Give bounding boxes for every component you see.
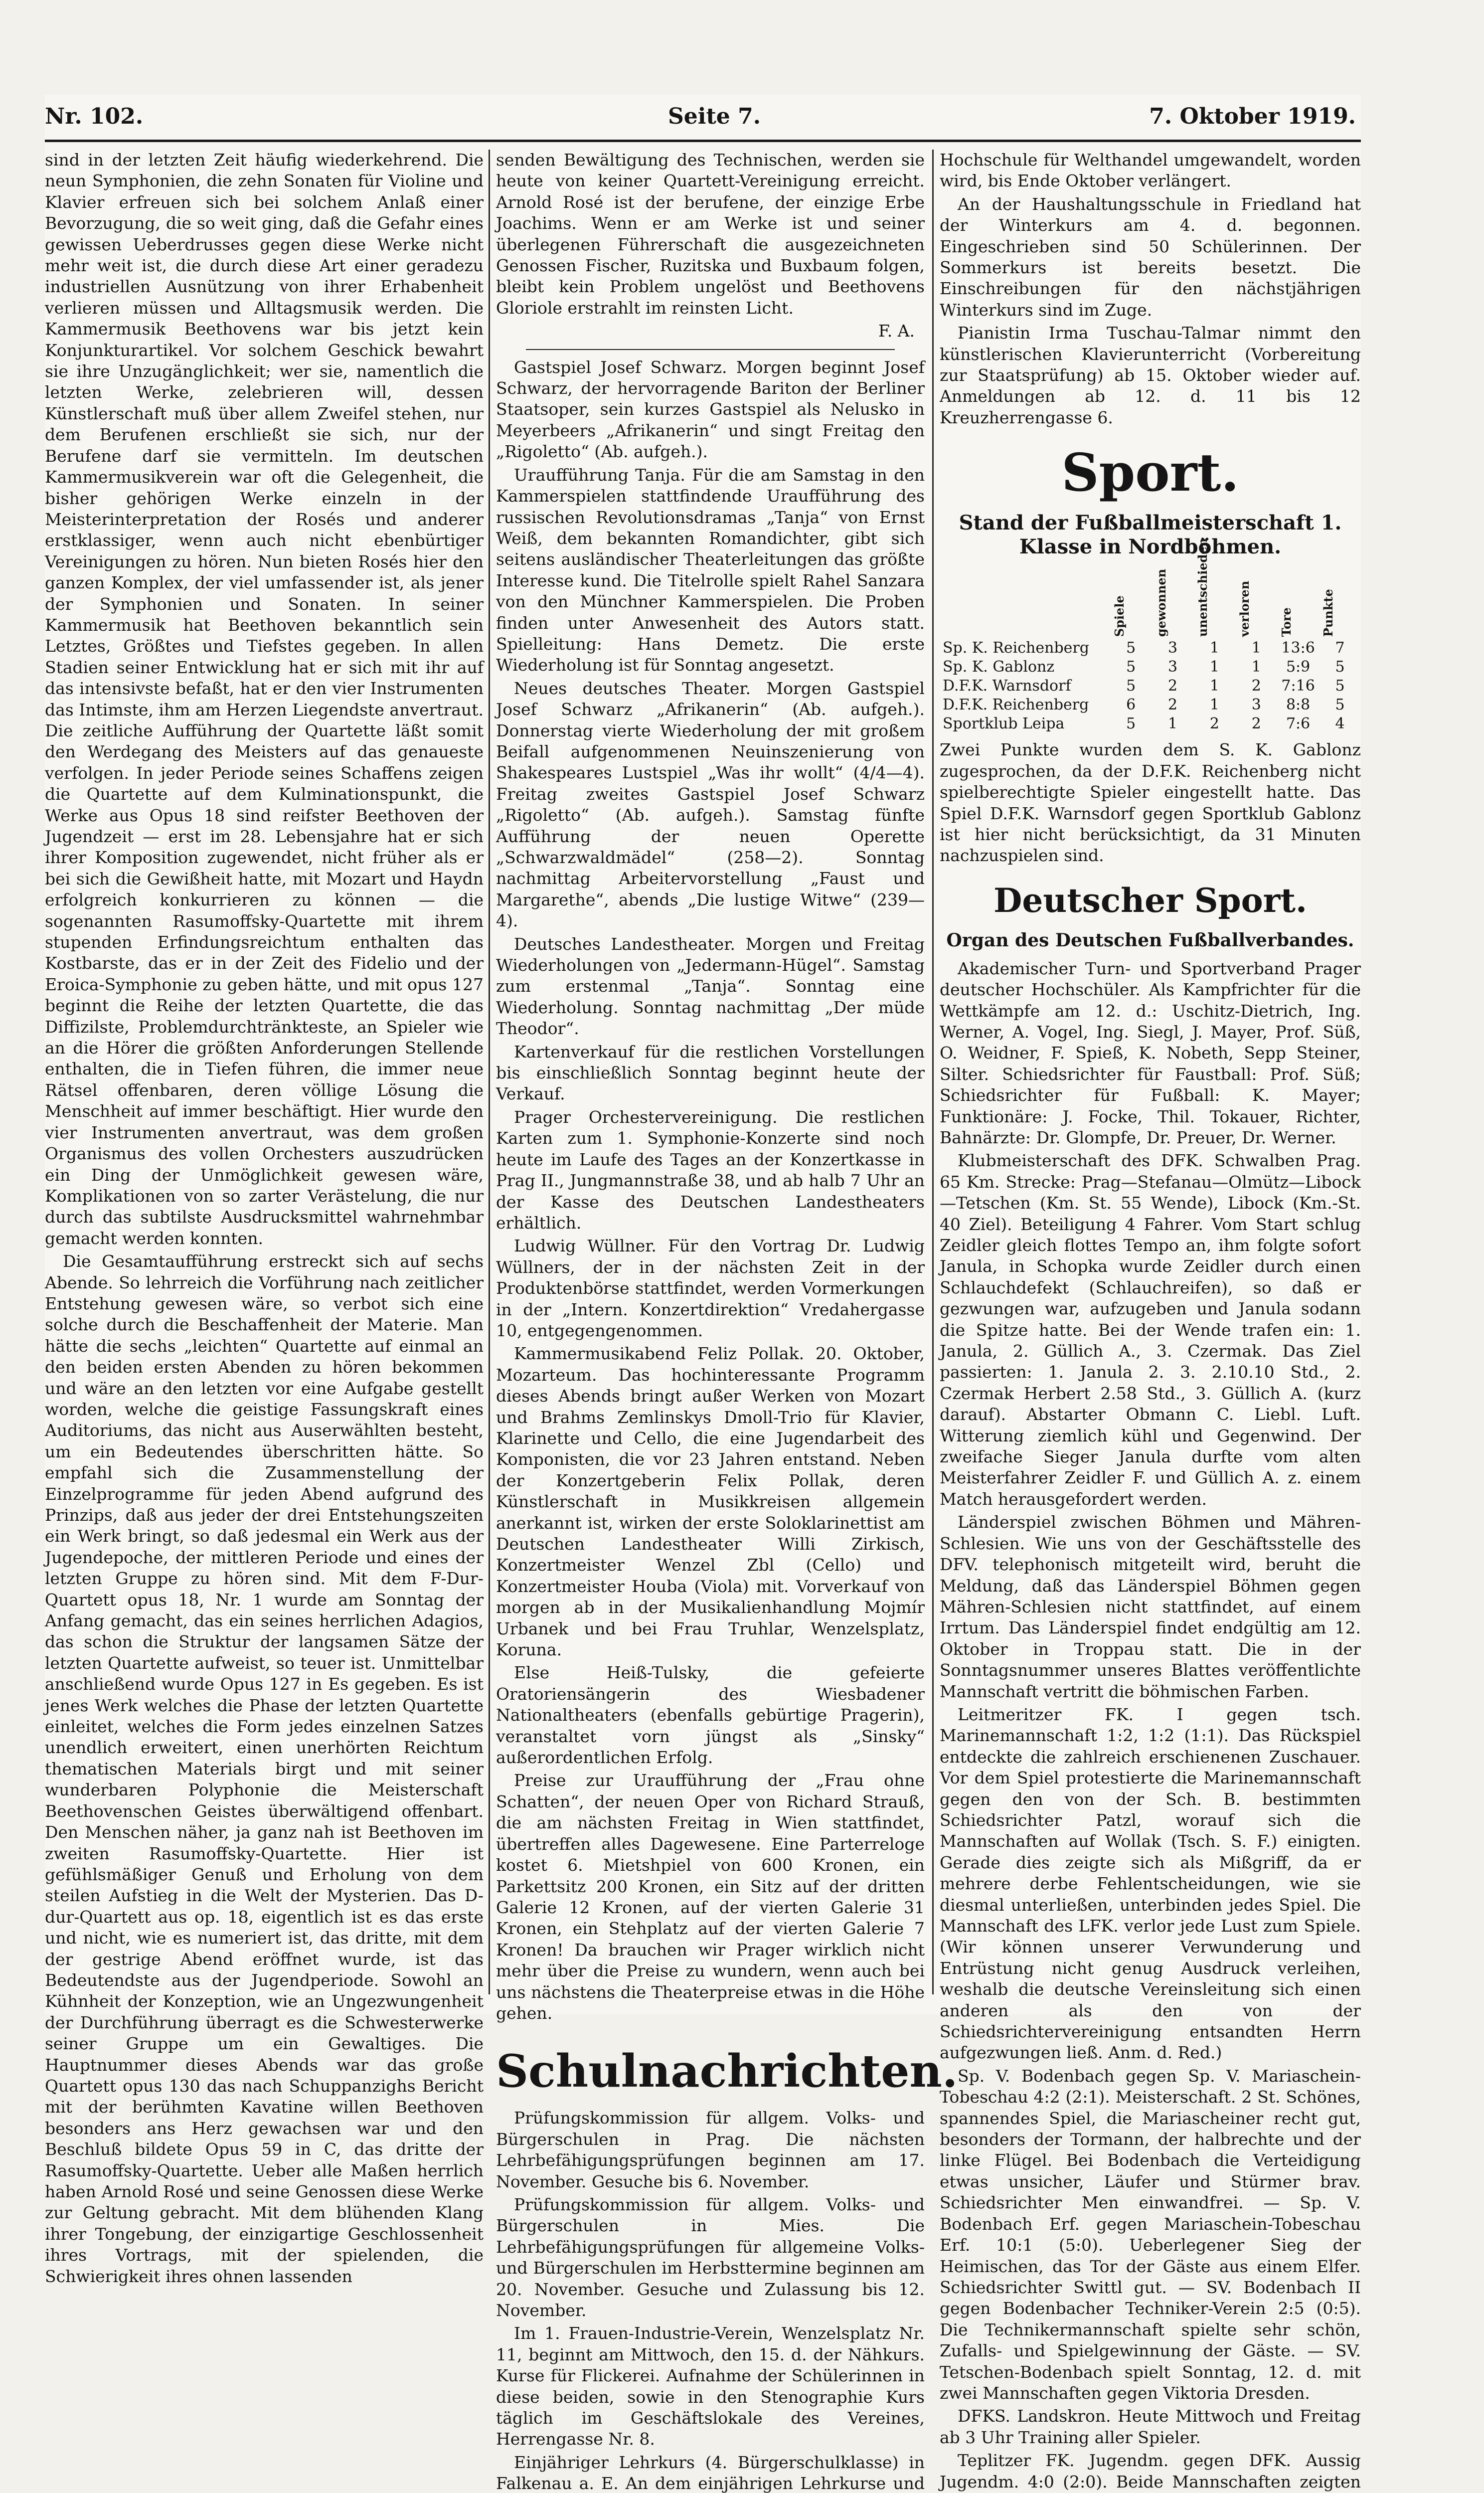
section-rule <box>526 349 895 350</box>
news-item: Prüfungskommission für allgem. Volks- und Bürgerschulen in Prag. Die nächsten Lehrbefähigungsprüfungen beginnen am 17. November. Gesuche bis 6. November. <box>496 2108 925 2191</box>
news-item: Akademischer Turn- und Sportverband Prager deutscher Hochschüler. Als Kampfrichter für die Wettkämpfe am 12. d.: Uschitz-Dietrich, Ing. Werner, A. Vogel, Ing. Siegl, J. Mayer, Prof. Süß, O. Weidner, F. Spieß, K. Nobeth, Sepp Steiner, Silter. Schiedsrichter für Faustball: Prof. Süß; Schiedsrichter für Fußball: K. Mayer; Funktionäre: J. Focke, Thil. Tokauer, Richter, Bahnärzte: Dr. Glompfe, Dr. Preuer, Dr. Werner. <box>940 958 1361 1147</box>
article-paragraph: Die Gesamtaufführung erstreckt sich auf sechs Abende. So lehrreich die Vorführung nach zeitlicher Entstehung gewesen wäre, so verbot sich eine solche durch die Beschaffenheit der Materie. Man hätte die sechs „leichten“ Quartette auf einmal an den beiden ersten Abenden zu hören bekommen und wäre an den letzten vor eine Aufgabe gestellt worden, welche die geistige Fassungskraft eines Auditoriums, das nicht aus Auserwählten besteht, um ein Bedeutendes überschritten hätte. So empfahl sich die Zusammenstellung der Einzelprogramme für jeden Abend aufgrund des Prinzips, daß aus jeder der drei Entstehungszeiten ein Werk bringt, so daß jedesmal ein Werk aus der Jugendepoche, der mittleren Periode und eines der letzten Gruppe zu hören sind. Mit dem F-Dur-Quartett opus 18, Nr. 1 wurde am Sonntag der Anfang gemacht, das ein seines herrlichen Adagios, das schon die Struktur der langsamen Sätze der letzten Quartette aufweist, so teuer ist. Unmittelbar anschließend wurde Opus 127 in Es gegeben. Es ist jenes Werk welches die Phase der letzten Quartette einleitet, welches die Form jedes einzelnen Satzes unendlich erweitert, einen unerhörten Reichtum thematischen Materials birgt und mit seiner wunderbaren Polyphonie die Meisterschaft Beethovenschen Geistes überwältigend offenbart. Den Menschen näher, ja ganz nah ist Beethoven im zweiten Rasumoffsky-Quartette. Hier ist gefühlsmäßiger Genuß und Erholung von dem steilen Aufstieg in die Welt der Mysterien. Das D-dur-Quartett aus op. 18, eigentlich ist es das erste und nicht, wie es numeriert ist, das dritte, mit dem der gestrige Abend eröffnet wurde, ist das Bedeutendste aus der Jugendperiode. Sowohl an Kühnheit der Konzeption, wie an Ungezwungenheit der Durchführung überragt es die Schwesterwerke seiner Gruppe um ein Gewaltiges. Die Hauptnummer dieses Abends war das große Quartett opus 130 das nach Schuppanzighs Bericht mit der berühmten Kavatine willen Beethoven besonders ans Herz gewachsen war und den Beschluß bildete Opus 59 in C, das dritte der Rasumoffsky-Quartette. Ueber alle Maßen herrlich haben Arnold Rosé und seine Genossen diese Werke zur Geltung gebracht. Mit dem blühenden Klang ihrer Tongebung, der einzigartige Geschlossenheit ihres Vortrags, mit der spielenden, die Schwierigkeit ihres ohnen lassenden <box>45 1251 484 2286</box>
section-title-sport: Sport. <box>1061 442 1239 504</box>
table-row: D.F.K. Warnsdorf 5 2 1 2 7:16 5 <box>943 677 1345 695</box>
news-item: Hochschule für Welthandel umgewandelt, worden wird, bis Ende Oktober verlängert. <box>940 150 1361 191</box>
news-item: Sp. V. Bodenbach gegen Sp. V. Mariaschein-Tobeschau 4:2 (2:1). Meisterschaft. 2 St. Schönes, spannendes Spiel, die Mariascheiner recht gut, besonders der Tormann, der halbrechte und der linke Flügel. Bei Bodenbach die Verteidigung etwas unsicher, Läufer und Stürmer brav. Schiedsrichter Men einwandfrei. — Sp. V. Bodenbach Erf. gegen Mariaschein-Tobeschau Erf. 10:1 (5:0). Ueberlegener Sieg der Heimischen, das Tor der Gäste aus einem Elfer. Schiedsrichter Swittl gut. — SV. Bodenbach II gegen Bodenbacher Techniker-Verein 2:5 (0:5). Die Technikermannschaft spielte sehr schön, Zufalls- und Spielgewinnung der Gäste. — SV. Tetschen-Bodenbach spielt Sonntag, 12. d. mit zwei Mannschaften gegen Viktoria Dresden. <box>940 2066 1361 2403</box>
table-row: Sp. K. Reichenberg 5 3 1 1 13:6 7 <box>943 639 1345 657</box>
news-item: Teplitzer FK. Jugendm. gegen DFK. Aussig Jugendm. 4:0 (2:0). Beide Mannschaften zeigten <box>940 2451 1361 2492</box>
standings-header: Punkte <box>1320 589 1335 637</box>
news-item: Preise zur Uraufführung der „Frau ohne Schatten“, der neuen Oper von Richard Strauß, die am nächsten Freitag in Wien stattfindet, übertreffen alles Dagewesene. Eine Parterreloge kostet 6. Mietshpiel von 600 Kronen, ein Parkettsitz 200 Kronen, ein Sitz auf der dritten Galerie 12 Kronen, auf der vierten Galerie 31 Kronen, ein Stehplatz auf der vierten Galerie 7 Kronen! Da brauchen wir Prager wirklich nicht mehr über die Preise zu wundern, wenn auch bei uns nächstens die Theaterpreise etwas in die Höhe gehen. <box>496 1771 925 2023</box>
standings-header: Tore <box>1279 607 1294 637</box>
header-rule <box>45 140 1361 142</box>
news-item: Klubmeisterschaft des DFK. Schwalben Prag. 65 Km. Strecke: Prag—Stefanau—Olmütz—Libock—Tetschen (Km. St. 55 Wende), Libock (Km.-St. 40 Ziel). Beteiligung 4 Fahrer. Vom Start schlug Zeidler gleich flottes Tempo an, ihm folgte sofort Janula, in Schopka wurde Zeidler durch einen Schlauchdefekt (Schlauchreifen), so daß er gezwungen war, aufzugeben und Janula sodann die Spitze hatte. Bei der Wende trafen ein: 1. Janula, 2. Güllich A., 3. Czermak. Das Ziel passierten: 1. Janula 2. 3. 2.10.10 Std., 2. Czermak Herbert 2.58 Std., 3. Güllich A. (kurz darauf). Abstarter Obmann C. Liebl. Luft. Witterung ziemlich kühl und Gegenwind. Der zweifache Sieger Janula durfte vom alten Meisterfahrer Zeidler F. und Güllich A. z. einem Match herausgefordert werden. <box>940 1151 1361 1509</box>
news-item: Prager Orchestervereinigung. Die restlichen Karten zum 1. Symphonie-Konzerte sind noch heute im Laufe des Tages an der Konzertkasse in Prag II., Jungmannstraße 38, und ab halb 7 Uhr an der Kasse des Deutschen Landestheaters erhältlich. <box>496 1107 925 1233</box>
news-item: Pianistin Irma Tuschau-Talmar nimmt den künstlerischen Klavierunterricht (Vorbereitung zur Staatsprüfung) ab 15. Oktober wieder auf. Anmeldungen ab 12. d. 11 bis 12 Kreuzherrengasse 6. <box>940 323 1361 427</box>
issue-number: Nr. 102. <box>45 104 144 129</box>
column-divider <box>932 150 934 1994</box>
news-item: Leitmeritzer FK. I gegen tsch. Marinemannschaft 1:2, 1:2 (1:1). Das Rückspiel entdeckte die zahlreich erschienenen Zuschauer. Vor dem Spiel protestierte die Marinemannschaft gegen den von der Sch. B. bestimmten Schiedsrichter Patzl, worauf sich die Mannschaften auf Wollak (Tsch. S. F.) einigten. Gerade dies zeigte sich als Mißgriff, da er mehrere derbe Fehlentscheidungen, wie sie diesmal unterließen, unterbinden jedes Spiel. Die Mannschaft des LFK. verlor jede Lust zum Spiele. (Wir können unserer Verwunderung und Entrüstung nicht genug Ausdruck verleihen, weshalb die deutsche Vereinsleitung sich einen anderen als den von der Schiedsrichtervereinigung entsandten Herrn aufgezwungen ließ. Anm. d. Red.) <box>940 1704 1361 2063</box>
section-title-deutscher-sport: Deutscher Sport. <box>993 881 1307 920</box>
standings-header: Spiele <box>1112 595 1127 637</box>
news-item: Im 1. Frauen-Industrie-Verein, Wenzelsplatz Nr. 11, beginnt am Mittwoch, den 15. d. der Nähkurs. Kurse für Flickerei. Aufnahme der Schülerinnen in diese beiden, sowie in den Stenographie Kurs täglich im Geschäftslokale des Vereines, Herrengasse Nr. 8. <box>496 2323 925 2449</box>
issue-date: 7. Oktober 1919. <box>1149 104 1356 129</box>
table-row: Sp. K. Gablonz 5 3 1 1 5:9 5 <box>943 658 1345 676</box>
table-row: Sportklub Leipa 5 1 2 2 7:6 4 <box>943 715 1345 733</box>
news-item: Kammermusikabend Feliz Pollak. 20. Oktober, Mozarteum. Das hochinteressante Programm dieses Abends bringt außer Werken von Mozart und Brahms Zemlinskys Dmoll-Trio für Klavier, Klarinette und Cello, die eine Jugendarbeit des Komponisten, die vor 23 Jahren entstand. Neben der Konzertgeberin Felix Pollak, deren Künstlerschaft in Musikkreisen allgemein anerkannt ist, wirken der erste Soloklarinettist am Deutschen Landestheater Willi Zirkisch, Konzertmeister Wenzel Zbl (Cello) und Konzertmeister Houba (Viola) mit. Vorverkauf von morgen ab in der Musikalienhandlung Mojmír Urbanek und bei Frau Truhlar, Wenzelsplatz, Koruna. <box>496 1344 925 1660</box>
news-item: Uraufführung Tanja. Für die am Samstag in den Kammerspielen stattfindende Uraufführung des russischen Revolutionsdramas „Tanja“ von Ernst Weiß, dem bekannten Romandichter, gibt sich seitens ausländischer Theaterleitungen das größte Interesse kund. Die Titelrolle spielt Rahel Sanzara von den Münchner Kammerspielen. Die Proben finden unter Anwesenheit des Autors statt. Spielleitung: Hans Demetz. Die erste Wiederholung ist für Sonntag angesetzt. <box>496 465 925 675</box>
news-item: Prüfungskommission für allgem. Volks- und Bürgerschulen in Mies. Die Lehrbefähigungsprüfungen für allgemeine Volks- und Bürgerschulen im Herbsttermine beginnen am 20. November. Gesuche und Zulassung bis 12. November. <box>496 2194 925 2320</box>
section-subtitle: Organ des Deutschen Fußballverbandes. <box>946 929 1354 951</box>
column-music-review <box>45 150 484 2286</box>
news-item: An der Haushaltungsschule in Friedland hat der Winterkurs am 4. d. begonnen. Eingeschrieben sind 50 Schülerinnen. Der Sommerkurs ist bereits besetzt. Die Einschreibungen für den nächstjährigen Winterkurs sind im Zuge. <box>940 194 1361 320</box>
standings-note: Zwei Punkte wurden dem S. K. Gablonz zugesprochen, da der D.F.K. Reichenberg nicht spielberechtigte Spieler eingestellt hatte. Das Spiel D.F.K. Warnsdorf gegen Sportklub Gablonz ist hier nicht berücksichtigt, da 31 Minuten nachzuspielen sind. <box>940 740 1361 866</box>
standings-header-row <box>940 564 1361 639</box>
news-item: Einjähriger Lehrkurs (4. Bürgerschulklasse) in Falkenau a. E. An dem einjährigen Lehrkurse und <box>496 2452 925 2493</box>
news-item: Deutsches Landestheater. Morgen und Freitag Wiederholungen von „Jedermann-Hügel“. Samstag zum erstenmal „Tanja“. Sonntag eine Wiederholung. Sonntag nachmittag „Der müde Theodor“. <box>496 934 925 1039</box>
news-item: Kartenverkauf für die restlichen Vorstellungen bis einschließlich Sonntag beginnt heute der Verkauf. <box>496 1042 925 1104</box>
standings-title: Stand der Fußballmeisterschaft 1. Klasse in Nordböhmen. <box>959 511 1342 559</box>
table-row: D.F.K. Reichenberg 6 2 1 3 8:8 5 <box>943 696 1345 714</box>
news-item: Gastspiel Josef Schwarz. Morgen beginnt Josef Schwarz, der hervorragende Bariton der Berliner Staatsoper, sein kurzes Gastspiel als Nelusko in Meyerbeers „Afrikanerin“ und singt Freitag den „Rigoletto“ (Ab. aufgeh.). <box>496 357 925 462</box>
news-item: Neues deutsches Theater. Morgen Gastspiel Josef Schwarz „Afrikanerin“ (Ab. aufgeh.). Donnerstag vierte Wiederholung der mit großem Beifall aufgenommenen Neuinszenierung von Shakespeares Lustspiel „Was ihr wollt“ (4/4—4). Freitag zweites Gastspiel Josef Schwarz „Rigoletto“ (Ab. aufgeh.). Samstag fünfte Aufführung der neuen Operette „Schwarzwaldmädel“ (258—2). Sonntag nachmittag Arbeitervorstellung „Faust und Margarethe“, abends „Die lustige Witwe“ (239—4). <box>496 678 925 931</box>
article-paragraph: sind in der letzten Zeit häufig wiederkehrend. Die neun Symphonien, die zehn Sonaten für Violine und Klavier erfreuen sich bei solchem Anlaß einer Bevorzugung, die so weit ging, daß die Gefahr eines gewissen Ueberdrusses gegen diese Werke nicht mehr weit ist, die durch diese Art einer geradezu industriellen Ausnützung von ihrer Erhabenheit verlieren müssen und Alltagsmusik werden. Die Kammermusik Beethovens war bis jetzt kein Konjunkturartikel. Vor solchem Geschick bewahrt sie ihre Unzugänglichkeit; wer sie, namentlich die letzten Werke, zelebrieren will, dessen Künstlerschaft muß über allem Zweifel stehen, nur dem Berufenen erschließt sie sich, nur der Berufene darf sie vermitteln. Im deutschen Kammermusikverein war oft die Gelegenheit, die bisher gehörigen Werke einzeln in der Meisterinterpretation der Rosés und anderer erstklassiger, wenn auch nicht ebenbürtiger Vereinigungen zu hören. Nun bieten Rosés hier den ganzen Komplex, der viel umfassender ist, als jener der Symphonien und Sonaten. In seiner Kammermusik hat Beethoven bekanntlich sein Letztes, Größtes und Tiefstes gegeben. In allen Stadien seiner Entwicklung hat er sich mit ihr auf das intensivste befaßt, hat er den vier Instrumenten das Intimste, ihm am Herzen Liegendste anvertraut. Die zeitliche Aufführung der Quartette läßt somit den Werdegang des Meisters auf das genaueste verfolgen. In jeder Periode seines Schaffens zeigen die Quartette auf dem Kulminationspunkt, die Werke aus Opus 18 sind reifster Beethoven der Jugendzeit — erst im 28. Lebensjahre hat er sich ihrer Komposition zugewendet, nicht früher als er bei sich die Gewißheit hatte, mit Mozart und Haydn erfolgreich konkurrieren zu können — die sogenannten Rasumoffsky-Quartette mit ihrem stupenden Erfindungsreichtum enthalten das Kostbarste, das er in der Zeit des Fidelio und der Eroica-Symphonie zu geben hätte, und mit opus 127 beginnt die Reihe der letzten Quartette, die das Diffizilste, Problemdurchtränkteste, an Spieler wie an die Hörer die größten Anforderungen Stellende enthalten, die in Tiefen führen, die immer neue Rätsel offenbaren, deren völlige Lösung die Menschheit auf immer beschäftigt. Hier wurde den vier Instrumenten anvertraut, was dem großen Organismus des vollen Orchesters auszudrücken ein Ding der Unmöglichkeit gewesen wäre, Komplikationen von so zarter Verästelung, die nur durch das subtilste Ausdrucksmittel wahrnehmbar gemacht werden konnten. <box>45 150 484 1248</box>
section-title-school: Schulnachrichten. <box>496 2045 958 2098</box>
article-paragraph: senden Bewältigung des Technischen, werden sie heute von keiner Quartett-Vereinigung erreicht. Arnold Rosé ist der berufene, der einzige Erbe Joachims. Wenn er am Werke ist und seiner überlegenen Führerschaft die ausgezeichneten Genossen Fischer, Ruzitska und Buxbaum folgen, bleibt kein Problem ungelöst und Beethovens Gloriole erstrahlt im reinsten Licht. <box>496 150 925 318</box>
news-item: Else Heiß-Tulsky, die gefeierte Oratoriensängerin des Wiesbadener Nationaltheaters (ebenfalls gebürtige Pragerin), veranstaltet vorn jüngst als „Sinsky“ außerordentlichen Erfolg. <box>496 1663 925 1768</box>
page-number: Seite 7. <box>668 104 761 129</box>
standings-header: unentschieden <box>1195 537 1210 637</box>
news-item: Länderspiel zwischen Böhmen und Mähren-Schlesien. Wie uns von der Geschäftsstelle des DFV. telephonisch mitgeteilt wird, beruht die Meldung, daß das Länderspiel Böhmen gegen Mähren-Schlesien nicht stattfindet, auf einem Irrtum. Das Länderspiel findet endgültig am 12. Oktober in Troppau statt. Die in der Sonntagsnummer unseres Blattes veröffentlichte Mannschaft vertritt die böhmischen Farben. <box>940 1512 1361 1701</box>
column-theatre-school <box>496 150 958 2493</box>
news-item: DFKS. Landskron. Heute Mittwoch und Freitag ab 3 Uhr Training aller Spieler. <box>940 2406 1361 2447</box>
column-sport <box>940 150 1361 2492</box>
newspaper-page <box>45 95 1361 2493</box>
standings-header: gewonnen <box>1154 568 1168 637</box>
author-signature: F. A. <box>878 321 915 341</box>
standings-header: verloren <box>1237 580 1252 637</box>
column-divider <box>489 150 490 1994</box>
standings-table <box>940 537 1361 733</box>
news-item: Ludwig Wüllner. Für den Vortrag Dr. Ludwig Wüllners, der in der nächsten Zeit in der Produktenbörse stattfindet, werden Vormerkungen in der „Intern. Konzertdirektion“ Vredahergasse 10, entgegengenommen. <box>496 1236 925 1340</box>
